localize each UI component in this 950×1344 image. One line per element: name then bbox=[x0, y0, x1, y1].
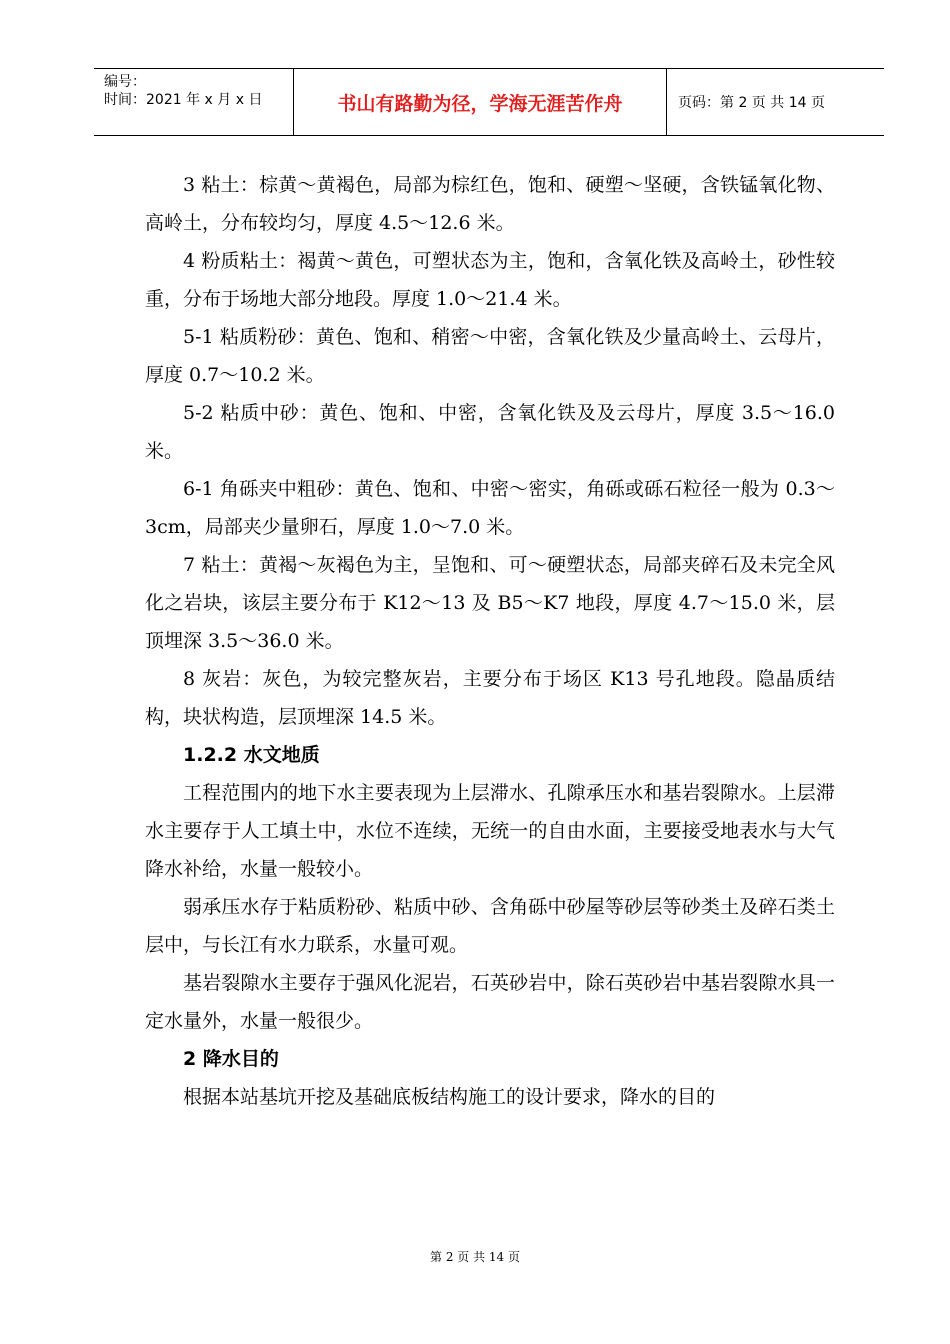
paragraph-groundwater-overview: 工程范围内的地下水主要表现为上层滞水、孔隙承压水和基岩裂隙水。上层滞水主要存于人工填土中，水位不连续，无统一的自由水面，主要接受地表水与大气降水补给，水量一般较小。 bbox=[145, 782, 835, 880]
header-page-info: 页码：第 2 页 共 14 页 bbox=[678, 95, 825, 111]
section-heading-dewatering-purpose: 2 降水目的 bbox=[183, 1048, 279, 1070]
paragraph-clay-7: 7 粘土：黄褐～灰褐色为主，呈饱和、可～硬塑状态，局部夹碎石及未完全风化之岩块，该层主要分布于 K12～13 及 B5～K7 地段，厚度 4.7～15.0 米，层顶埋深 3.5～36.0 米。 bbox=[145, 554, 835, 652]
paragraph-clayey-silt-5-1: 5-1 粘质粉砂：黄色、饱和、稍密～中密，含氧化铁及少量高岭土、云母片，厚度 0.7～10.2 米。 bbox=[145, 326, 835, 386]
paragraph-silty-clay-4: 4 粉质粘土：褐黄～黄色，可塑状态为主，饱和，含氧化铁及高岭土，砂性较重，分布于场地大部分地段。厚度 1.0～21.4 米。 bbox=[145, 250, 835, 310]
header-number-label: 编号： bbox=[104, 74, 146, 90]
header-motto: 书山有路勤为径，学海无涯苦作舟 bbox=[294, 69, 667, 135]
header-time-label: 时间：2021 年 x 月 x 日 bbox=[104, 92, 263, 108]
paragraph-limestone-8: 8 灰岩：灰色，为较完整灰岩，主要分布于场区 K13 号孔地段。隐晶质结构，块状构造，层顶埋深 14.5 米。 bbox=[145, 668, 835, 728]
paragraph-dewatering-purpose: 根据本站基坑开挖及基础底板结构施工的设计要求，降水的目的 bbox=[183, 1086, 716, 1108]
paragraph-bedrock-water: 基岩裂隙水主要存于强风化泥岩，石英砂岩中，除石英砂岩中基岩裂隙水具一定水量外，水量一般很少。 bbox=[145, 972, 835, 1032]
header-meta-cell bbox=[94, 69, 294, 135]
paragraph-clayey-sand-5-2: 5-2 粘质中砂：黄色、饱和、中密，含氧化铁及及云母片，厚度 3.5～16.0 米。 bbox=[145, 402, 835, 462]
page-header bbox=[94, 68, 884, 136]
paragraph-confined-water: 弱承压水存于粘质粉砂、粘质中砂、含角砾中砂屋等砂层等砂类土及碎石类土层中，与长江有水力联系，水量可观。 bbox=[145, 896, 835, 956]
paragraph-clay-3: 3 粘土：棕黄～黄褐色，局部为棕红色，饱和、硬塑～坚硬，含铁锰氧化物、高岭土，分布较均匀，厚度 4.5～12.6 米。 bbox=[145, 174, 835, 234]
document-body bbox=[145, 166, 835, 1116]
paragraph-breccia-sand-6-1: 6-1 角砾夹中粗砂：黄色、饱和、中密～密实，角砾或砾石粒径一般为 0.3～3cm，局部夹少量卵石，厚度 1.0～7.0 米。 bbox=[145, 478, 835, 538]
page-footer: 第 2 页 共 14 页 bbox=[430, 1250, 520, 1264]
section-heading-hydrogeology: 1.2.2 水文地质 bbox=[183, 744, 320, 766]
